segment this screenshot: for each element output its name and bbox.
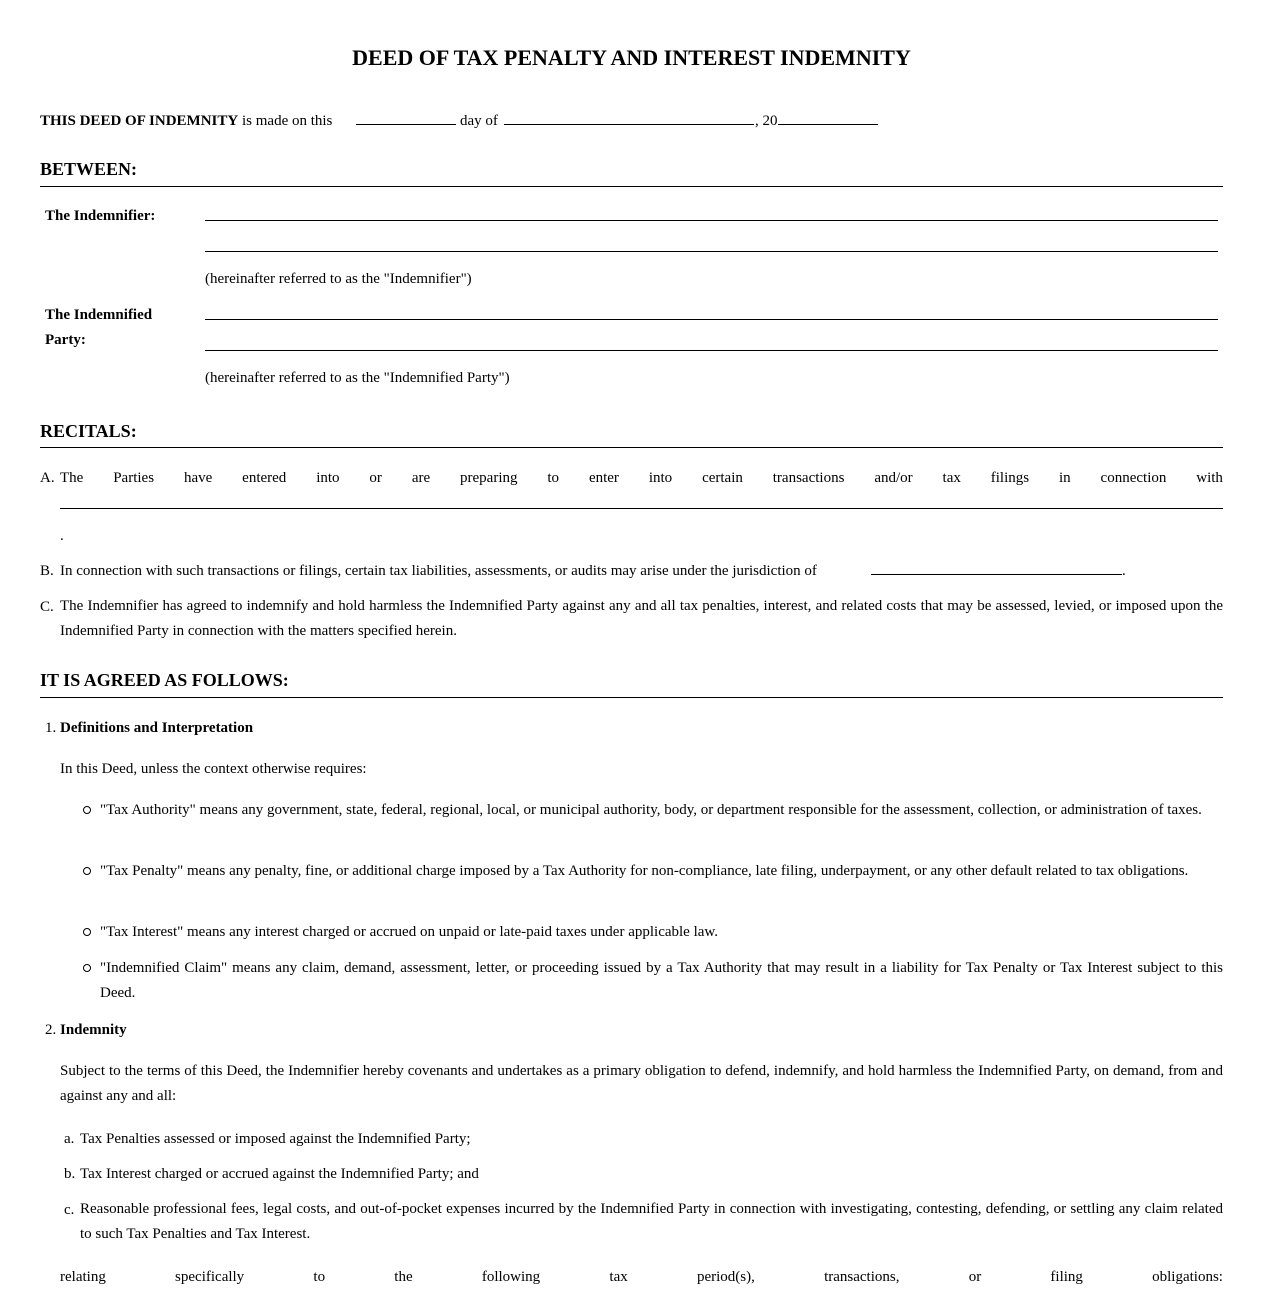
recital-c-marker: C. [40, 599, 54, 615]
definition-bullet [83, 806, 91, 814]
relating-word: to [313, 1269, 326, 1285]
definition-tax-penalty: "Tax Penalty" means any penalty, fine, or additional charge imposed by a Tax Authority for non-compliance, late filing, underpayment, or any other default related to tax obligations. [100, 863, 1189, 879]
recital-b-text: In connection with such transactions or filings, certain tax liabilities, assessments, or audits may arise under the jurisdiction of [60, 563, 817, 579]
recital-a-word: to [547, 470, 560, 486]
recital-a-word: into [316, 470, 340, 486]
indemnifier-label: The Indemnifier: [45, 208, 156, 224]
recital-a-word: have [183, 470, 213, 486]
day-blank[interactable] [356, 124, 456, 125]
definition-bullet [83, 928, 91, 936]
recitals-heading: RECITALS: [40, 421, 137, 441]
recital-a-word: in [1058, 470, 1071, 486]
recital-a-word: and/or [874, 470, 913, 486]
between-rule [40, 186, 1223, 187]
indemnity-item-b-marker: b. [64, 1166, 76, 1182]
relating-word: period(s), [696, 1269, 755, 1285]
intro-day-of: day of [460, 113, 498, 129]
section-1-title: Definitions and Interpretation [60, 720, 254, 736]
section-1-intro: In this Deed, unless the context otherwise requires: [60, 761, 367, 777]
agreed-heading: IT IS AGREED AS FOLLOWS: [40, 670, 289, 690]
indemnified-label-line1: The Indemnified [45, 307, 153, 323]
intro-lead: THIS DEED OF INDEMNITY [40, 113, 239, 129]
indemnified-label-line2: Party: [45, 332, 86, 348]
recital-a-word: are [411, 470, 431, 486]
recital-a-word: preparing [460, 470, 518, 486]
agreed-rule [40, 697, 1223, 698]
intro-year-prefix: , 20 [755, 113, 778, 129]
recital-a-word: with [1196, 470, 1223, 486]
relating-word: following [481, 1269, 541, 1285]
recital-b-end: . [1122, 563, 1126, 579]
indemnity-item-a-marker: a. [64, 1131, 75, 1147]
definition-tax-authority: "Tax Authority" means any government, state, federal, regional, local, or municipal authority, body, or department responsible for the assessment, collection, or administration of taxes. [100, 802, 1202, 818]
indemnity-item-c-marker: c. [64, 1202, 75, 1218]
intro-made-on: is made on this [241, 113, 333, 129]
indemnified-name-blank[interactable] [205, 319, 1218, 320]
indemnifier-address-blank[interactable] [205, 251, 1218, 252]
definition-indemnified-claim: "Indemnified Claim" means any claim, demand, assessment, letter, or proceeding issued by a Tax Authority that may result in a liability for Tax Penalty or Tax Interest subject to this Deed. [100, 960, 1223, 1001]
between-heading: BETWEEN: [40, 159, 138, 179]
relating-word: specifically [175, 1269, 245, 1285]
indemnity-item-c: Reasonable professional fees, legal costs, and out-of-pocket expenses incurred by the Indemnified Party in connection with investigating, contesting, defending, or settling any claim related to such Tax Penalties and Tax Interest. [80, 1201, 1223, 1242]
section-2-intro: Subject to the terms of this Deed, the Indemnifier hereby covenants and undertakes as a primary obligation to defend, indemnify, and hold harmless the Indemnified Party, on demand, from and against any and all: [60, 1063, 1223, 1104]
definition-bullet [83, 867, 91, 875]
recital-a-word: tax [942, 470, 961, 486]
intro-line [40, 111, 332, 131]
indemnity-item-a: Tax Penalties assessed or imposed against the Indemnified Party; [80, 1131, 471, 1147]
recital-a-marker: A. [40, 470, 55, 486]
section-1-marker: 1. [45, 720, 57, 736]
relating-word: the [394, 1269, 413, 1285]
section-2-title: Indemnity [60, 1022, 127, 1038]
recital-c-text: The Indemnifier has agreed to indemnify and hold harmless the Indemnified Party against any and all tax penalties, interest, and related costs that may be assessed, levied, or imposed upon the Indemnified Party in connection with the matters specified herein. [60, 598, 1223, 639]
relating-word: transactions, [824, 1269, 900, 1285]
recital-a-word: connection [1100, 470, 1167, 486]
relating-word: obligations: [1152, 1269, 1223, 1285]
recital-a-word: enter [588, 470, 619, 486]
recital-a-word: filings [990, 470, 1030, 486]
recital-a-word: or [369, 470, 382, 486]
recital-a-blank[interactable] [60, 508, 1223, 509]
recital-a-word: Parties [113, 470, 155, 486]
definition-tax-interest: "Tax Interest" means any interest charged or accrued on unpaid or late-paid taxes under applicable law. [100, 924, 719, 940]
relating-word: filing [1050, 1269, 1083, 1285]
recital-a-word: certain [702, 470, 743, 486]
recital-a-word: transactions [772, 470, 845, 486]
year-blank[interactable] [778, 124, 878, 125]
indemnifier-note: (hereinafter referred to as the "Indemnifier") [205, 271, 472, 287]
definition-bullet [83, 964, 91, 972]
recital-a-word: into [648, 470, 673, 486]
relating-word: relating [60, 1269, 106, 1285]
recitals-rule [40, 447, 1223, 448]
recital-a-word: entered [242, 470, 287, 486]
indemnified-address-blank[interactable] [205, 350, 1218, 351]
section-2-marker: 2. [45, 1022, 57, 1038]
recital-a-end: . [60, 528, 64, 544]
indemnity-item-b: Tax Interest charged or accrued against the Indemnified Party; and [80, 1166, 479, 1182]
jurisdiction-blank[interactable] [871, 574, 1122, 575]
indemnifier-name-blank[interactable] [205, 220, 1218, 221]
document-title: DEED OF TAX PENALTY AND INTEREST INDEMNITY [352, 45, 911, 70]
recital-a-word: The [60, 470, 84, 486]
month-blank[interactable] [504, 124, 754, 125]
recital-a-text [60, 468, 1223, 488]
recital-b-marker: B. [40, 563, 54, 579]
relating-word: or [968, 1269, 982, 1285]
indemnified-note: (hereinafter referred to as the "Indemnified Party") [205, 370, 510, 386]
relating-line [60, 1267, 1223, 1287]
relating-word: tax [609, 1269, 628, 1285]
